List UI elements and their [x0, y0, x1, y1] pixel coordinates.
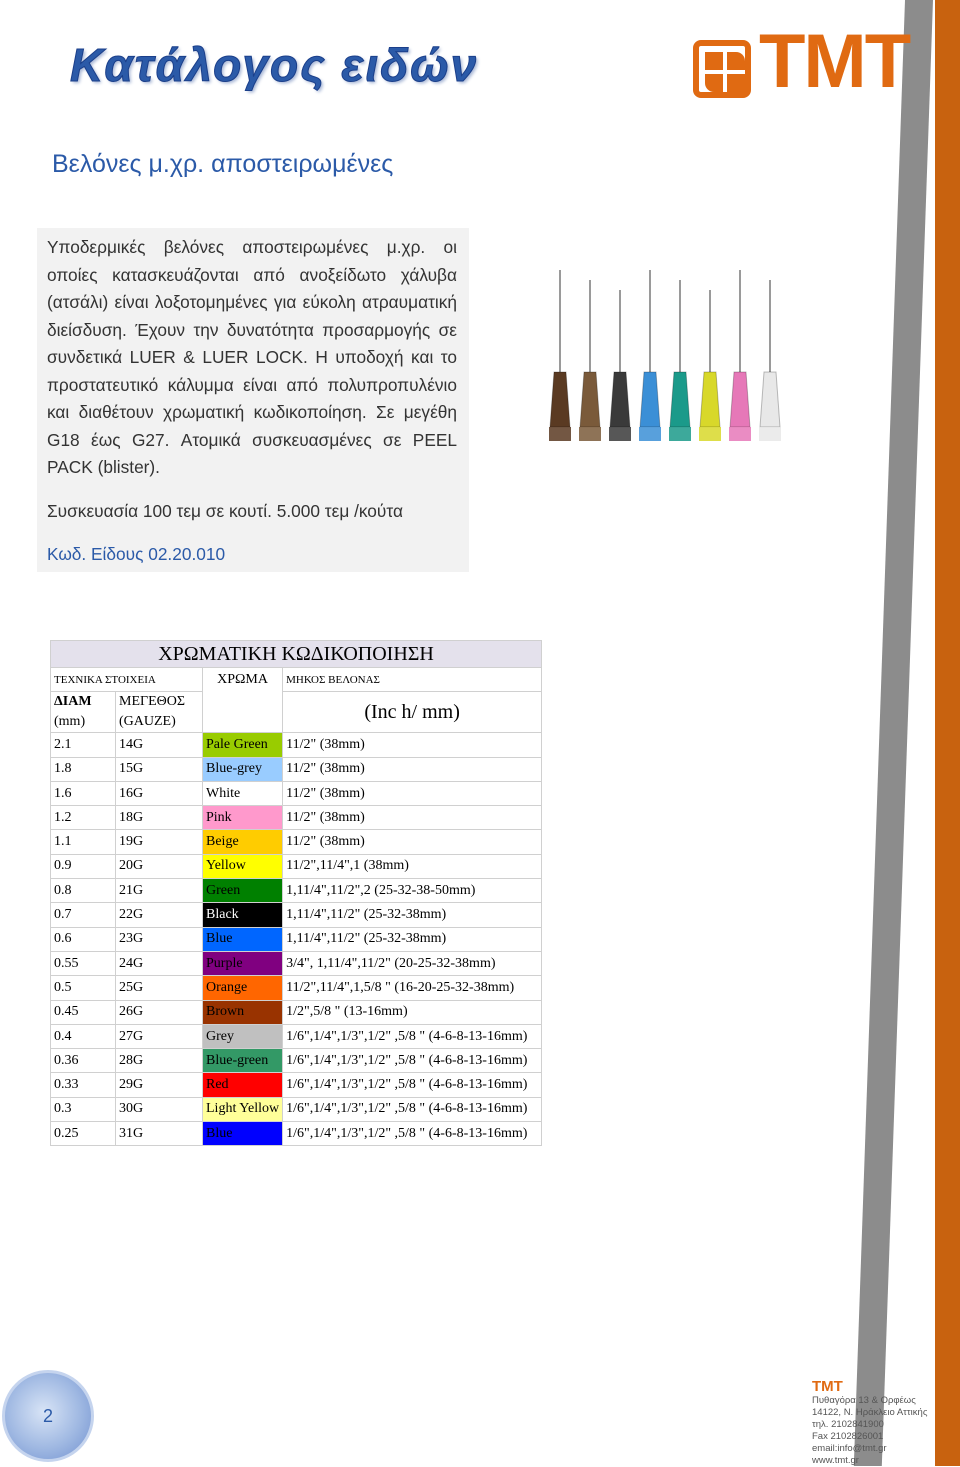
cell-length: 1/6",1/4",1/3",1/2" ,5/8 " (4-6-8-13-16mm) — [283, 1024, 542, 1048]
description-box — [37, 228, 469, 572]
cell-length: 11/2",11/4",1 (38mm) — [283, 854, 542, 878]
cell-gauge: 22G — [116, 903, 203, 927]
table-row — [51, 903, 542, 927]
cell-color: Blue-green — [203, 1049, 283, 1073]
cell-gauge: 28G — [116, 1049, 203, 1073]
table-row — [51, 830, 542, 854]
cell-gauge: 21G — [116, 879, 203, 903]
cell-length: 11/2" (38mm) — [283, 806, 542, 830]
cell-length: 11/2" (38mm) — [283, 757, 542, 781]
header-color: ΧΡΩΜΑ — [203, 668, 283, 733]
cell-diameter: 0.25 — [51, 1122, 116, 1146]
cell-color: Yellow — [203, 854, 283, 878]
table-row — [51, 1024, 542, 1048]
table-row — [51, 1097, 542, 1121]
table-row — [51, 951, 542, 975]
cell-diameter: 1.6 — [51, 781, 116, 805]
cell-gauge: 31G — [116, 1122, 203, 1146]
table-row — [51, 1073, 542, 1097]
needles-image — [538, 262, 788, 462]
catalog-title: Κατάλογος ειδών — [70, 39, 479, 91]
cell-gauge: 18G — [116, 806, 203, 830]
cell-color: Pink — [203, 806, 283, 830]
needle-icon — [549, 270, 571, 441]
header-size-label: ΜΕΓΕΘΟΣ — [119, 694, 186, 710]
cell-color: Red — [203, 1073, 283, 1097]
header-diameter-label: ΔΙΑΜ — [54, 694, 92, 710]
cell-length: 1/6",1/4",1/3",1/2" ,5/8 " (4-6-8-13-16mm) — [283, 1073, 542, 1097]
cell-diameter: 0.3 — [51, 1097, 116, 1121]
needle-icon — [729, 270, 751, 441]
table-row — [51, 806, 542, 830]
cell-length: 11/2" (38mm) — [283, 830, 542, 854]
table-row — [51, 781, 542, 805]
cell-diameter: 0.8 — [51, 879, 116, 903]
cell-color: Blue — [203, 1122, 283, 1146]
cell-gauge: 16G — [116, 781, 203, 805]
cell-gauge: 27G — [116, 1024, 203, 1048]
needle-icon — [609, 290, 631, 441]
cell-length: 1/6",1/4",1/3",1/2" ,5/8 " (4-6-8-13-16mm) — [283, 1049, 542, 1073]
cell-color: Pale Green — [203, 733, 283, 757]
table-row — [51, 757, 542, 781]
cell-diameter: 0.7 — [51, 903, 116, 927]
cell-gauge: 25G — [116, 976, 203, 1000]
footer-line: τηλ. 2102841900 — [812, 1419, 884, 1430]
cell-length: 1/2",5/8 " (13-16mm) — [283, 1000, 542, 1024]
cell-length: 3/4", 1,11/4",11/2" (20-25-32-38mm) — [283, 951, 542, 975]
cell-diameter: 0.5 — [51, 976, 116, 1000]
footer-line: www.tmt.gr — [812, 1455, 859, 1466]
table-row — [51, 1122, 542, 1146]
decorative-stripe-grey — [854, 0, 933, 1466]
table-row — [51, 1000, 542, 1024]
cell-length: 11/2" (38mm) — [283, 781, 542, 805]
cell-diameter: 2.1 — [51, 733, 116, 757]
header-size — [116, 692, 203, 733]
header-needle-length: ΜΗΚΟΣ ΒΕΛΟΝΑΣ — [283, 668, 542, 692]
table-row — [51, 854, 542, 878]
cell-color: Grey — [203, 1024, 283, 1048]
cell-length: 11/2",11/4",1,5/8 " (16-20-25-32-38mm) — [283, 976, 542, 1000]
cell-length: 1,11/4",11/2" (25-32-38mm) — [283, 927, 542, 951]
header-length-unit: (Inc h/ mm) — [283, 692, 542, 733]
footer-line: Πυθαγόρα 13 & Ορφέως — [812, 1395, 916, 1406]
logo-mark-icon — [693, 40, 751, 98]
cell-length: 1/6",1/4",1/3",1/2" ,5/8 " (4-6-8-13-16mm) — [283, 1097, 542, 1121]
color-code-table — [50, 640, 542, 1146]
packaging-info: Συσκευασία 100 τεμ σε κουτί. 5.000 τεμ /κούτα — [47, 501, 403, 521]
cell-gauge: 15G — [116, 757, 203, 781]
footer-company: TMT — [812, 1378, 843, 1395]
cell-diameter: 0.6 — [51, 927, 116, 951]
footer-line: email:info@tmt.gr — [812, 1443, 887, 1454]
table-row — [51, 879, 542, 903]
page-number-badge — [2, 1370, 94, 1462]
cell-diameter: 1.1 — [51, 830, 116, 854]
product-description: Υποδερμικές βελόνες αποστειρωμένες μ.χρ. οι οποίες κατασκευάζονται από ανοξείδωτο χάλυβα (ατσάλι) είναι λοξοτομημένες για εύκολη ατραυματική διείσδυση. Έχουν την δυνατότητα προσαρμογής σε συνδετικά LUER & LUER LOCK. Η υποδοχή και το προστατευτικό κάλυμμα είναι από πολυπροπυλένιο και διαθέτουν χρωματική κωδικοποίηση. Σε μεγέθη G18 έως G27. Ατομικά συσκευασμένες σε PEEL PACK (blister). — [47, 237, 457, 477]
cell-diameter: 0.45 — [51, 1000, 116, 1024]
cell-gauge: 19G — [116, 830, 203, 854]
cell-color: Orange — [203, 976, 283, 1000]
header-size-unit: (GAUZE) — [119, 714, 176, 730]
cell-color: Purple — [203, 951, 283, 975]
needle-icon — [669, 280, 691, 441]
cell-color: Black — [203, 903, 283, 927]
needle-icon — [759, 280, 781, 441]
cell-length: 1,11/4",11/2" (25-32-38mm) — [283, 903, 542, 927]
cell-gauge: 23G — [116, 927, 203, 951]
cell-gauge: 30G — [116, 1097, 203, 1121]
header-diameter-unit: (mm) — [54, 714, 86, 730]
cell-color: Brown — [203, 1000, 283, 1024]
logo-text: TMT — [759, 19, 910, 104]
table-row — [51, 927, 542, 951]
cell-gauge: 26G — [116, 1000, 203, 1024]
table-row — [51, 976, 542, 1000]
table-row — [51, 1049, 542, 1073]
cell-length: 1,11/4",11/2",2 (25-32-38-50mm) — [283, 879, 542, 903]
needle-icon — [639, 270, 661, 441]
footer-line: 14122, Ν. Ηράκλειο Αττικής — [812, 1407, 928, 1418]
cell-length: 11/2" (38mm) — [283, 733, 542, 757]
needle-icon — [579, 280, 601, 441]
cell-diameter: 1.8 — [51, 757, 116, 781]
cell-diameter: 0.4 — [51, 1024, 116, 1048]
cell-diameter: 0.55 — [51, 951, 116, 975]
footer-line: Fax 2102826001 — [812, 1431, 884, 1442]
cell-color: Blue — [203, 927, 283, 951]
table-title: ΧΡΩΜΑΤΙΚΗ ΚΩΔΙΚΟΠΟΙΗΣΗ — [51, 641, 542, 668]
needle-icon — [699, 290, 721, 441]
cell-gauge: 14G — [116, 733, 203, 757]
cell-color: Blue-grey — [203, 757, 283, 781]
product-code: Κωδ. Είδους 02.20.010 — [47, 544, 226, 564]
header-diameter — [51, 692, 116, 733]
cell-color: Light Yellow — [203, 1097, 283, 1121]
cell-gauge: 20G — [116, 854, 203, 878]
header-tech-specs: ΤΕΧΝΙΚΑ ΣΤΟΙΧΕΙΑ — [51, 668, 203, 692]
footer-address — [812, 1395, 927, 1467]
table-row — [51, 733, 542, 757]
cell-color: Green — [203, 879, 283, 903]
tmt-logo — [693, 19, 910, 104]
cell-gauge: 29G — [116, 1073, 203, 1097]
cell-gauge: 24G — [116, 951, 203, 975]
section-title: Βελόνες μ.χρ. αποστειρωμένες — [52, 150, 394, 178]
cell-length: 1/6",1/4",1/3",1/2" ,5/8 " (4-6-8-13-16mm) — [283, 1122, 542, 1146]
cell-diameter: 0.9 — [51, 854, 116, 878]
cell-diameter: 0.33 — [51, 1073, 116, 1097]
cell-diameter: 1.2 — [51, 806, 116, 830]
page-number: 2 — [42, 1406, 53, 1426]
cell-color: Beige — [203, 830, 283, 854]
cell-color: White — [203, 781, 283, 805]
cell-diameter: 0.36 — [51, 1049, 116, 1073]
decorative-stripe-orange — [935, 0, 960, 1466]
